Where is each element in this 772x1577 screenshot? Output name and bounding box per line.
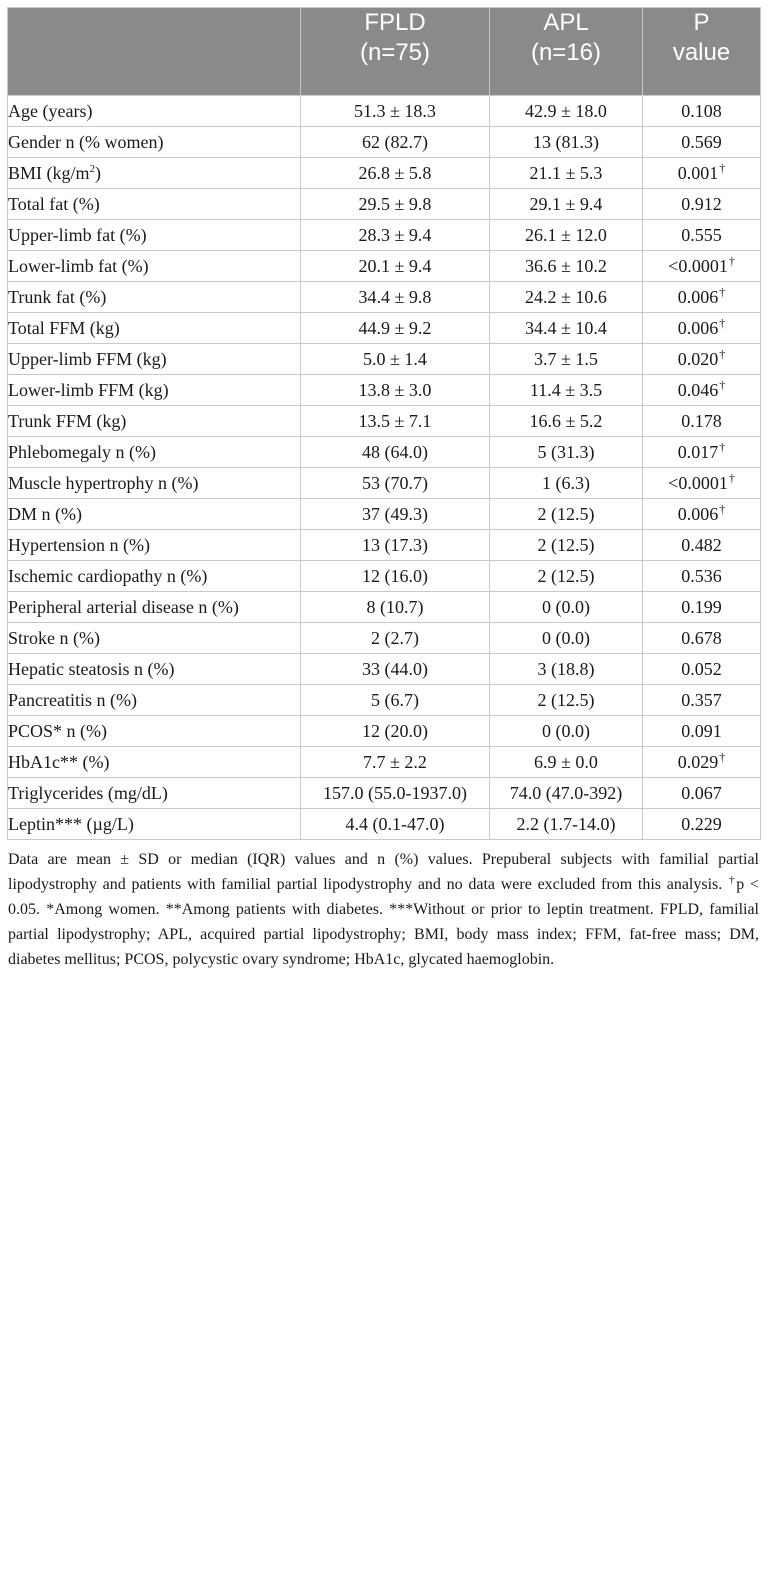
table-row [8,747,761,778]
p-value: 0.052 [643,654,761,685]
table-row [8,499,761,530]
apl-value: 2 (12.5) [490,685,643,716]
p-value: 0.017† [643,437,761,468]
p-value: 0.569 [643,127,761,158]
table-row [8,158,761,189]
apl-value: 1 (6.3) [490,468,643,499]
apl-value: 2.2 (1.7-14.0) [490,809,643,840]
apl-value: 3.7 ± 1.5 [490,344,643,375]
table-row [8,809,761,840]
p-value: 0.006† [643,499,761,530]
significance-marker: † [719,285,726,299]
row-label: Total fat (%) [8,189,301,220]
row-label: BMI $(kg/m^2)$ [8,158,301,189]
header-apl: APL (n=16) [490,8,643,96]
significance-marker: † [728,254,735,268]
apl-value: 16.6 ± 5.2 [490,406,643,437]
header-fpld: FPLD (n=75) [301,8,490,96]
apl-value: 3 (18.8) [490,654,643,685]
significance-marker: † [728,471,735,485]
fpld-value: 5.0 ± 1.4 [301,344,490,375]
apl-value: 2 (12.5) [490,530,643,561]
fpld-value: 44.9 ± 9.2 [301,313,490,344]
fpld-value: 12 (20.0) [301,716,490,747]
p-value: 0.020† [643,344,761,375]
fpld-value: 12 (16.0) [301,561,490,592]
fpld-value: 48 (64.0) [301,437,490,468]
table-row [8,220,761,251]
fpld-value: 26.8 ± 5.8 [301,158,490,189]
table-row [8,561,761,592]
row-label: Hepatic steatosis n (%) [8,654,301,685]
significance-marker: † [719,440,726,454]
apl-value: 42.9 ± 18.0 [490,96,643,127]
row-label: PCOS* n (%) [8,716,301,747]
row-label: Leptin*** (µg/L) [8,809,301,840]
fpld-value: 5 (6.7) [301,685,490,716]
p-value: 0.912 [643,189,761,220]
fpld-value: 8 (10.7) [301,592,490,623]
p-value: 0.006† [643,313,761,344]
table-footnote: Data are mean ± SD or median (IQR) values and n (%) values. Prepuberal subjects with familial partial lipodystrophy and patients with familial partial lipodystrophy and no data were excluded from this analysis. †p < 0.05. *Among women. **Among patients with diabetes. ***Without or prior to leptin treatment. FPLD, familial partial lipodystrophy; APL, acquired partial lipodystrophy; BMI, body mass index; FFM, fat-free mass; DM, diabetes mellitus; PCOS, polycystic ovary syndrome; HbA1c, glycated haemoglobin. [8,851,760,968]
row-label: Phlebomegaly n (%) [8,437,301,468]
fpld-value: 33 (44.0) [301,654,490,685]
fpld-value: 157.0 (55.0-1937.0) [301,778,490,809]
p-value: <0.0001† [643,468,761,499]
fpld-value: 4.4 (0.1-47.0) [301,809,490,840]
table-header-row [8,8,761,96]
table-row [8,778,761,809]
document [7,7,760,972]
p-value: 0.555 [643,220,761,251]
table-row [8,251,761,282]
row-label: Gender n (% women) [8,127,301,158]
table-row [8,127,761,158]
apl-value: 26.1 ± 12.0 [490,220,643,251]
table-row [8,623,761,654]
fpld-value: 51.3 ± 18.3 [301,96,490,127]
fpld-value: 13.8 ± 3.0 [301,375,490,406]
apl-value: 21.1 ± 5.3 [490,158,643,189]
apl-value: 29.1 ± 9.4 [490,189,643,220]
significance-marker: † [719,502,726,516]
row-label: Age (years) [8,96,301,127]
apl-value: 24.2 ± 10.6 [490,282,643,313]
apl-value: 13 (81.3) [490,127,643,158]
significance-marker: † [719,750,726,764]
row-label: Triglycerides (mg/dL) [8,778,301,809]
table-row [8,375,761,406]
row-label: DM n (%) [8,499,301,530]
characteristics-table [7,7,761,840]
apl-value: 2 (12.5) [490,499,643,530]
header-p-value: P value [643,8,761,96]
fpld-value: 20.1 ± 9.4 [301,251,490,282]
p-value: 0.091 [643,716,761,747]
fpld-value: 28.3 ± 9.4 [301,220,490,251]
row-label: Hypertension n (%) [8,530,301,561]
p-value: 0.108 [643,96,761,127]
apl-value: 5 (31.3) [490,437,643,468]
row-label: Trunk fat (%) [8,282,301,313]
row-label: Ischemic cardiopathy n (%) [8,561,301,592]
p-value: <0.0001† [643,251,761,282]
apl-value: 0 (0.0) [490,623,643,654]
p-value: 0.357 [643,685,761,716]
fpld-value: 29.5 ± 9.8 [301,189,490,220]
apl-value: 36.6 ± 10.2 [490,251,643,282]
row-label: Upper-limb FFM (kg) [8,344,301,375]
table-row [8,189,761,220]
table-row [8,592,761,623]
fpld-value: 2 (2.7) [301,623,490,654]
significance-marker: † [719,161,726,175]
fpld-value: 13.5 ± 7.1 [301,406,490,437]
fpld-value: 62 (82.7) [301,127,490,158]
apl-value: 0 (0.0) [490,592,643,623]
p-value: 0.001† [643,158,761,189]
p-value: 0.229 [643,809,761,840]
table-row [8,530,761,561]
significance-marker: † [719,347,726,361]
p-value: 0.006† [643,282,761,313]
apl-value: 0 (0.0) [490,716,643,747]
p-value: 0.678 [643,623,761,654]
table-row [8,406,761,437]
p-value: 0.536 [643,561,761,592]
p-value: 0.046† [643,375,761,406]
fpld-value: 34.4 ± 9.8 [301,282,490,313]
row-label: Pancreatitis n (%) [8,685,301,716]
table-row [8,344,761,375]
row-label: Total FFM (kg) [8,313,301,344]
row-label: Peripheral arterial disease n (%) [8,592,301,623]
significance-marker: † [719,378,726,392]
table-row [8,654,761,685]
p-value: 0.482 [643,530,761,561]
row-label: Lower-limb fat (%) [8,251,301,282]
row-label: Upper-limb fat (%) [8,220,301,251]
table-row [8,282,761,313]
apl-value: 2 (12.5) [490,561,643,592]
table-row [8,468,761,499]
apl-value: 11.4 ± 3.5 [490,375,643,406]
header-empty [8,8,301,96]
p-value: 0.067 [643,778,761,809]
fpld-value: 37 (49.3) [301,499,490,530]
p-value: 0.029† [643,747,761,778]
row-label: Lower-limb FFM (kg) [8,375,301,406]
apl-value: 34.4 ± 10.4 [490,313,643,344]
row-label: Trunk FFM (kg) [8,406,301,437]
fpld-value: 7.7 ± 2.2 [301,747,490,778]
table-row [8,685,761,716]
significance-marker: † [719,316,726,330]
table-row [8,313,761,344]
fpld-value: 53 (70.7) [301,468,490,499]
p-value: 0.178 [643,406,761,437]
p-value: 0.199 [643,592,761,623]
table-row [8,96,761,127]
row-label: Muscle hypertrophy n (%) [8,468,301,499]
row-label: HbA1c** (%) [8,747,301,778]
row-label: Stroke n (%) [8,623,301,654]
apl-value: 6.9 ± 0.0 [490,747,643,778]
table-row [8,716,761,747]
fpld-value: 13 (17.3) [301,530,490,561]
apl-value: 74.0 (47.0-392) [490,778,643,809]
table-row [8,437,761,468]
